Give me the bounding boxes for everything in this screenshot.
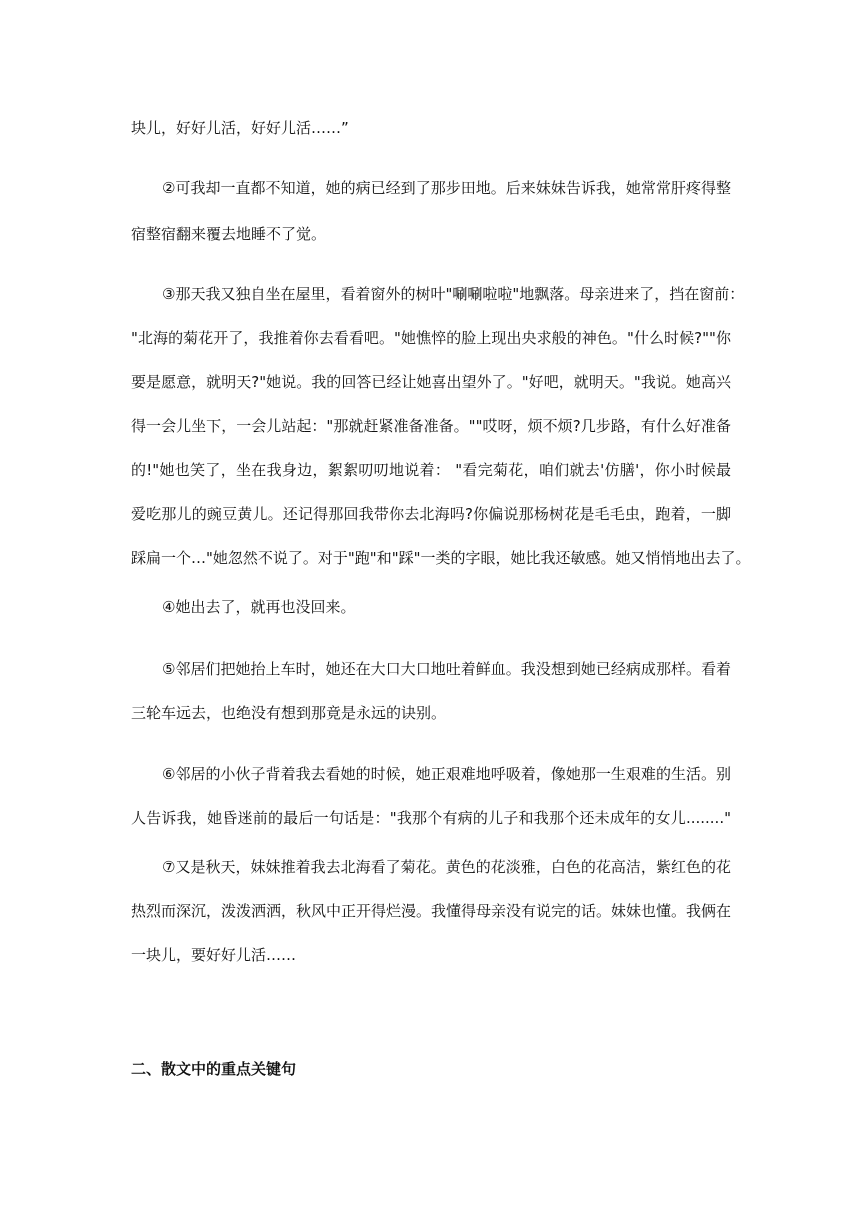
paragraph-7-line-1: ⑦又是秋天，妹妹推着我去北海看了菊花。黄色的花淡雅，白色的花高洁，紫红色的花 [162, 858, 731, 876]
paragraph-6-line-2: 人告诉我，她昏迷前的最后一句话是："我那个有病的儿子和我那个还未成年的女儿........" [131, 809, 731, 827]
paragraph-7-line-3: 一块儿，要好好儿活…… [131, 946, 297, 964]
paragraph-1-line-1: 块儿，好好儿活，好好儿活……” [131, 119, 349, 137]
paragraph-5-line-2: 三轮车远去，也绝没有想到那竟是永远的诀别。 [131, 704, 447, 722]
paragraph-6-line-1: ⑥邻居的小伙子背着我去看她的时候，她正艰难地呼吸着，像她那一生艰难的生活。别 [162, 765, 731, 783]
paragraph-3-line-1: ③那天我又独自坐在屋里，看着窗外的树叶"唰唰啦啦"地飘落。母亲进来了，挡在窗前： [162, 285, 745, 303]
section-heading: 二、散文中的重点关键句 [131, 1060, 297, 1078]
paragraph-3-line-7: 踩扁一个…"她忽然不说了。对于"跑"和"踩"一类的字眼，她比我还敏感。她又悄悄地出去了。 [131, 549, 751, 567]
paragraph-2-line-1: ②可我却一直都不知道，她的病已经到了那步田地。后来妹妹告诉我，她常常肝疼得整 [162, 179, 731, 197]
paragraph-3-line-4: 得一会儿坐下，一会儿站起："那就赶紧准备准备。""哎呀，烦不烦?几步路，有什么好准备 [131, 417, 731, 435]
paragraph-5-line-1: ⑤邻居们把她抬上车时，她还在大口大口地吐着鲜血。我没想到她已经病成那样。看着 [162, 660, 731, 678]
paragraph-3-line-2: "北海的菊花开了，我推着你去看看吧。"她憔悴的脸上现出央求般的神色。"什么时候?""你 [131, 329, 731, 347]
paragraph-3-line-6: 爱吃那儿的豌豆黄儿。还记得那回我带你去北海吗?你偏说那杨树花是毛毛虫，跑着，一脚 [131, 505, 731, 523]
paragraph-2-line-2: 宿整宿翻来覆去地睡不了觉。 [131, 225, 327, 243]
paragraph-3-line-3: 要是愿意，就明天?"她说。我的回答已经让她喜出望外了。"好吧，就明天。"我说。她高兴 [131, 373, 731, 391]
paragraph-7-line-2: 热烈而深沉，泼泼洒洒，秋风中正开得烂漫。我懂得母亲没有说完的话。妹妹也懂。我俩在 [131, 902, 732, 920]
paragraph-3-line-5: 的!"她也笑了，坐在我身边，絮絮叨叨地说着： "看完菊花，咱们就去'仿膳'，你小时候最 [131, 461, 731, 479]
paragraph-4-line-1: ④她出去了，就再也没回来。 [162, 598, 356, 616]
